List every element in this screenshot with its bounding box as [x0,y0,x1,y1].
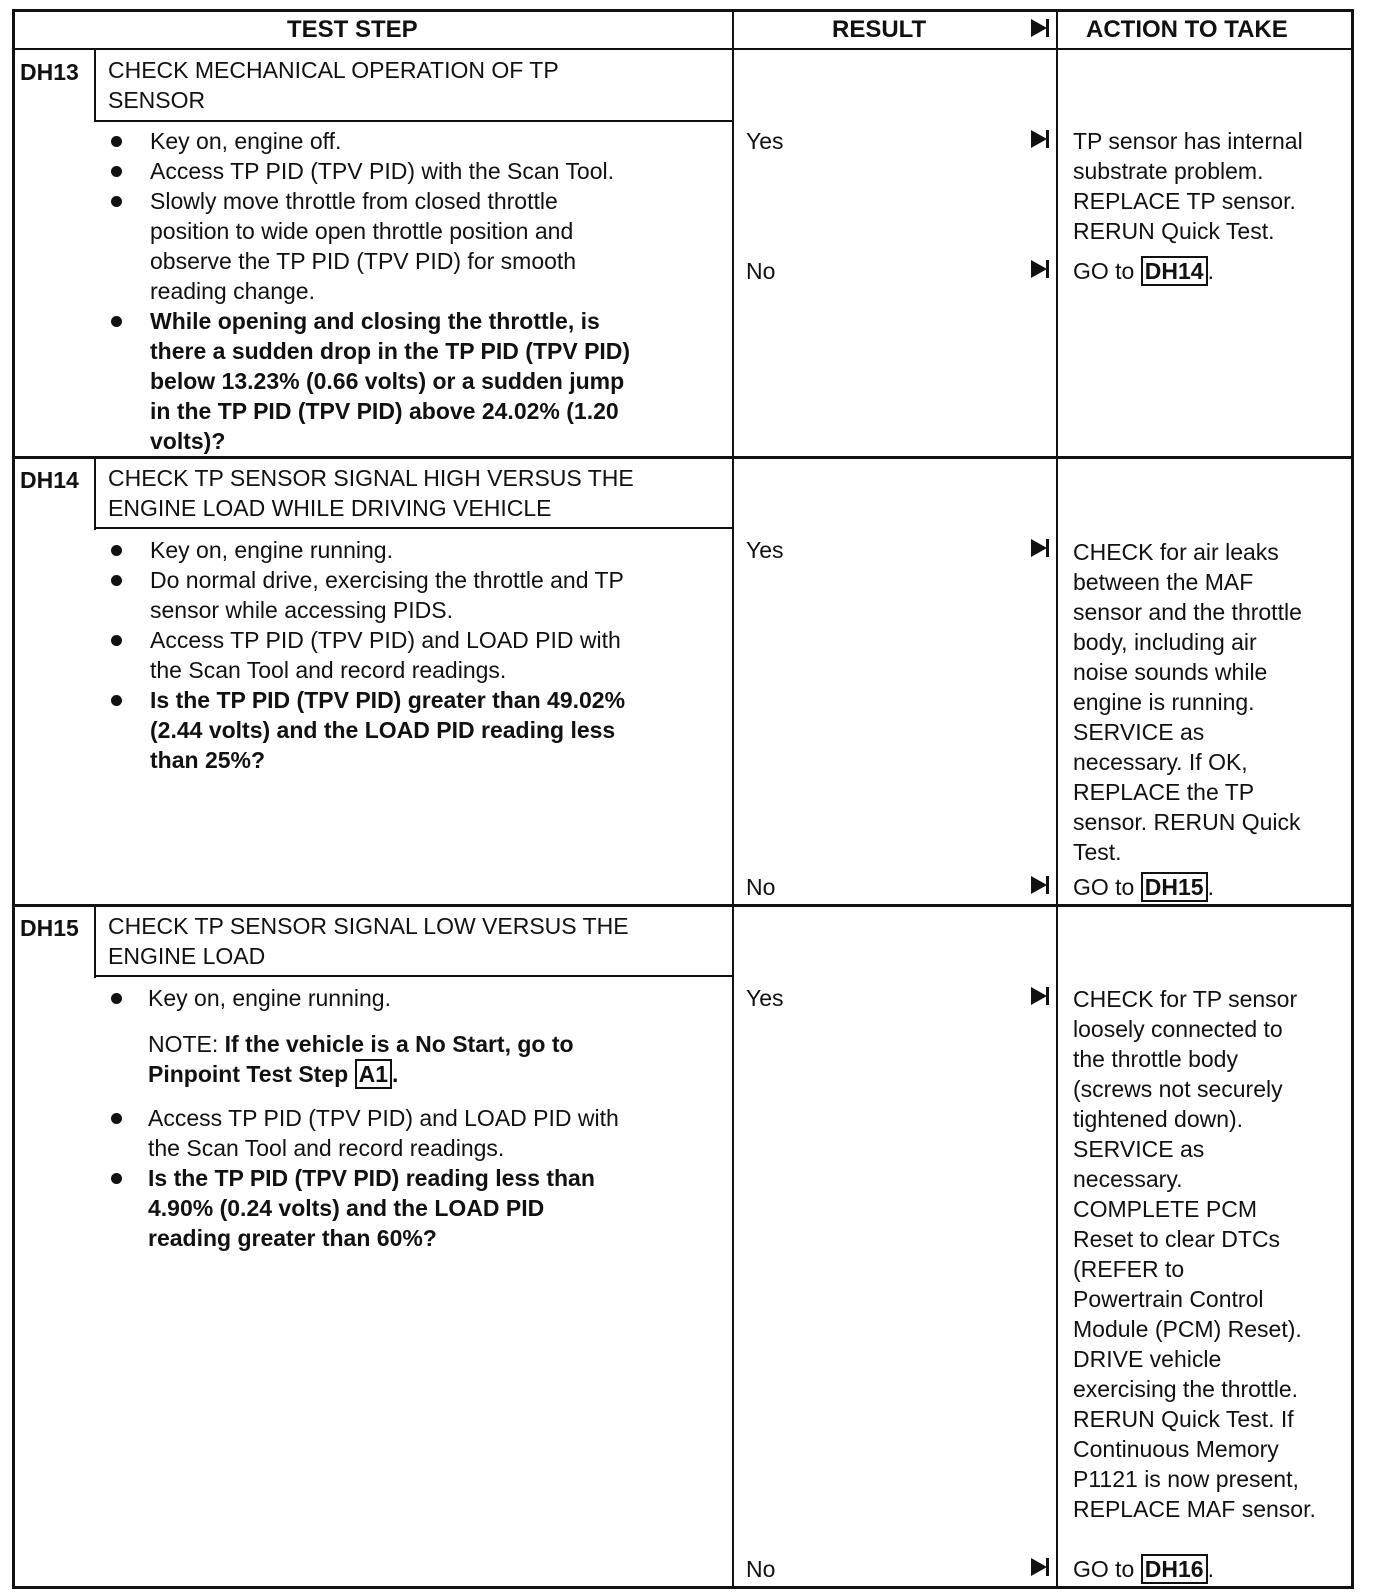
action-line: CHECK for TP sensor [1073,986,1298,1012]
bullet-line: While opening and closing the throttle, is [150,308,600,334]
action-line: the throttle body [1073,1046,1238,1072]
goto-step-link-dh15[interactable]: DH15 [1141,872,1208,902]
result-arrow-bar [1046,130,1049,148]
dh14-result-yes: Yes [746,537,784,563]
bullet-line: Do normal drive, exercising the throttle and TP [150,567,624,593]
result-arrow-icon [1031,1558,1047,1576]
note-suffix: . [391,1061,399,1087]
action-line: substrate problem. [1073,158,1264,184]
dh13-bullet-1: Key on, engine off. [150,128,342,154]
bullet-line: there a sudden drop in the TP PID (TPV PID) [150,338,631,364]
bullet-icon [111,1113,122,1124]
dh14-action-no [1073,872,1214,902]
action-line: sensor. RERUN Quick [1073,809,1301,835]
table-left-border [12,9,15,1589]
result-arrow-bar [1046,539,1049,557]
dh14-id-divider [94,458,96,530]
dh15-bullet-2 [148,1103,619,1163]
title-line: CHECK MECHANICAL OPERATION OF TP [108,57,559,83]
title-line: ENGINE LOAD WHILE DRIVING VEHICLE [108,495,552,521]
header-arrow-bar [1046,19,1049,37]
dh13-action-no [1073,256,1214,286]
step-title-dh15 [108,911,629,971]
bullet-line: sensor while accessing PIDS. [150,597,453,623]
row-divider-dh14 [12,904,1354,907]
goto-suffix: . [1207,1556,1214,1582]
result-arrow-icon [1031,876,1047,894]
note-line: Pinpoint Test Step [148,1061,355,1087]
action-line: RERUN Quick Test. [1073,218,1275,244]
title-line: ENGINE LOAD [108,943,266,969]
result-arrow-icon [1031,260,1047,278]
bullet-icon [111,1173,122,1184]
bullet-line: reading change. [150,278,315,304]
result-arrow-icon [1031,987,1047,1005]
action-line: SERVICE as [1073,1136,1205,1162]
dh13-result-no: No [746,258,776,284]
goto-step-link-dh14[interactable]: DH14 [1141,256,1208,286]
goto-suffix: . [1207,258,1214,284]
step-id-dh15: DH15 [20,915,79,941]
result-arrow-bar [1046,876,1049,894]
dh15-action-no [1073,1554,1214,1584]
dh15-action-yes [1073,984,1316,1524]
bullet-line: position to wide open throttle position and [150,218,574,244]
goto-step-link-dh16[interactable]: DH16 [1141,1554,1208,1584]
dh13-bullet-3 [150,186,576,306]
dh14-result-no: No [746,874,776,900]
header-test-step: TEST STEP [287,16,418,43]
bullet-line: observe the TP PID (TPV PID) for smooth [150,248,577,274]
action-line: sensor and the throttle [1073,599,1302,625]
bullet-line: Is the TP PID (TPV PID) greater than 49.02% [150,687,626,713]
step-id-dh14: DH14 [20,467,79,493]
action-line: COMPLETE PCM [1073,1196,1258,1222]
bullet-line: below 13.23% (0.66 volts) or a sudden jump [150,368,625,394]
dh13-id-divider [94,50,96,122]
action-line: (screws not securely [1073,1076,1283,1102]
dh14-bullet-3 [150,625,621,685]
bullet-line: (2.44 volts) and the LOAD PID reading less [150,717,616,743]
row-divider-dh13 [12,456,1354,459]
action-line: Module (PCM) Reset). [1073,1316,1302,1342]
action-line: REPLACE MAF sensor. [1073,1496,1316,1522]
action-line: Continuous Memory [1073,1436,1279,1462]
bullet-icon [111,545,122,556]
bullet-line: 4.90% (0.24 volts) and the LOAD PID [148,1195,545,1221]
action-line: loosely connected to [1073,1016,1283,1042]
action-line: TP sensor has internal [1073,128,1303,154]
bullet-line: Access TP PID (TPV PID) and LOAD PID with [150,627,621,653]
dh13-action-yes [1073,126,1303,246]
action-line: CHECK for air leaks [1073,539,1279,565]
dh13-bullet-4-question [150,306,630,456]
action-line: RERUN Quick Test. If [1073,1406,1294,1432]
goto-text: GO to [1073,258,1141,284]
title-line: CHECK TP SENSOR SIGNAL HIGH VERSUS THE [108,465,634,491]
action-line: Powertrain Control [1073,1286,1264,1312]
action-line: P1121 is now present, [1073,1466,1299,1492]
table-bottom-border [12,1586,1354,1589]
goto-text: GO to [1073,1556,1141,1582]
dh14-bullet-1: Key on, engine running. [150,537,393,563]
action-line: Test. [1073,839,1122,865]
table-right-border [1351,9,1354,1589]
dh13-result-yes: Yes [746,128,784,154]
bullet-icon [111,136,122,147]
step-title-dh14 [108,463,634,523]
dh14-bullet-4-question [150,685,625,775]
bullet-line: Access TP PID (TPV PID) and LOAD PID with [148,1105,619,1131]
bullet-icon [111,166,122,177]
title-line: SENSOR [108,87,206,113]
action-line: SERVICE as [1073,719,1205,745]
action-line: exercising the throttle. [1073,1376,1299,1402]
bullet-line: the Scan Tool and record readings. [150,657,507,683]
action-line: REPLACE TP sensor. [1073,188,1296,214]
header-arrow-icon [1031,19,1047,37]
goto-text: GO to [1073,874,1141,900]
bullet-line: Is the TP PID (TPV PID) reading less than [148,1165,595,1191]
action-line: between the MAF [1073,569,1254,595]
action-line: tightened down). [1073,1106,1244,1132]
dh15-id-divider [94,906,96,978]
bullet-icon [111,196,122,207]
dh15-bullet-3-question [148,1163,595,1253]
col-divider-action [1056,9,1058,1589]
dh13-title-underline [94,120,732,122]
table-top-border [12,9,1354,12]
bullet-line: reading greater than 60%? [148,1225,437,1251]
goto-suffix: . [1207,874,1214,900]
dh15-result-no: No [746,1556,776,1582]
dh15-bullet-1: Key on, engine running. [148,985,391,1011]
action-line: DRIVE vehicle [1073,1346,1222,1372]
action-line: necessary. If OK, [1073,749,1248,775]
bullet-icon [111,993,122,1004]
dh14-title-underline [94,527,732,529]
action-line: REPLACE the TP [1073,779,1255,805]
result-arrow-icon [1031,130,1047,148]
action-line: necessary. [1073,1166,1183,1192]
step-id-dh13: DH13 [20,59,79,85]
pinpoint-step-link-a1[interactable]: A1 [355,1059,392,1089]
bullet-icon [111,695,122,706]
dh15-result-yes: Yes [746,985,784,1011]
result-arrow-icon [1031,539,1047,557]
dh14-bullet-2 [150,565,624,625]
header-divider [12,48,1354,50]
note-line: If the vehicle is a No Start, go to [224,1031,574,1057]
dh13-bullet-2: Access TP PID (TPV PID) with the Scan Tool. [150,158,615,184]
bullet-icon [111,635,122,646]
note-label: NOTE: [148,1031,225,1057]
title-line: CHECK TP SENSOR SIGNAL LOW VERSUS THE [108,913,629,939]
dh15-title-underline [94,975,732,977]
dh15-note [148,1029,574,1089]
bullet-icon [111,575,122,586]
bullet-line: volts)? [150,428,226,454]
result-arrow-bar [1046,987,1049,1005]
bullet-line: in the TP PID (TPV PID) above 24.02% (1.20 [150,398,619,424]
bullet-line: than 25%? [150,747,266,773]
dh14-action-yes [1073,537,1302,867]
result-arrow-bar [1046,1558,1049,1576]
result-arrow-bar [1046,260,1049,278]
bullet-line: Slowly move throttle from closed throttle [150,188,558,214]
header-action: ACTION TO TAKE [1086,16,1288,43]
bullet-line: the Scan Tool and record readings. [148,1135,505,1161]
action-line: body, including air [1073,629,1257,655]
bullet-icon [111,316,122,327]
action-line: Reset to clear DTCs [1073,1226,1281,1252]
action-line: noise sounds while [1073,659,1268,685]
action-line: (REFER to [1073,1256,1185,1282]
action-line: engine is running. [1073,689,1255,715]
step-title-dh13 [108,55,559,115]
col-divider-result [732,9,734,1589]
header-result: RESULT [832,16,927,43]
